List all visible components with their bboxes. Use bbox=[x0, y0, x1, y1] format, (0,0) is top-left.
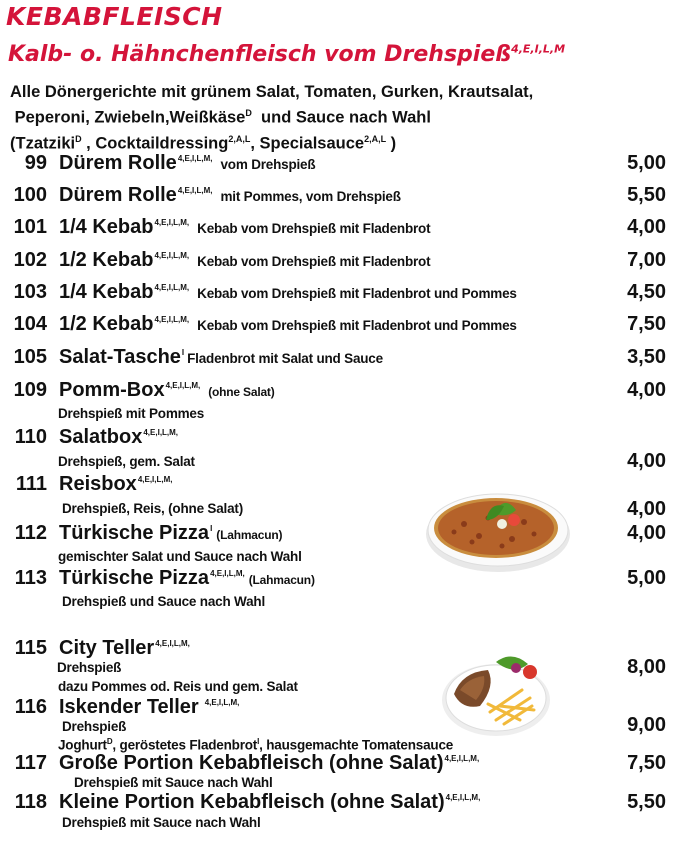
item-number: 100 bbox=[13, 184, 47, 206]
intro-text: Alle Dönergerichte mit grünem Salat, Tomaten, Gurken, Krautsalat, Peperoni, Zwiebeln,Weißkäse$^D$ und Sauce nach Wahl (Tzatziki$^D$ , Cocktaildressing$^{2,A,L}$, Specialsauce$^{2,A,L}$ ) bbox=[10, 83, 534, 152]
item-description: Drehspieß und Sauce nach Wahl bbox=[62, 594, 265, 609]
item-description: Drehspieß bbox=[62, 719, 127, 734]
item-price: 9,00 bbox=[627, 714, 666, 736]
item-price: 5,50 bbox=[627, 184, 666, 206]
item-number: 118 bbox=[14, 791, 47, 813]
item-number: 109 bbox=[13, 379, 47, 401]
item-number: 111 bbox=[15, 473, 47, 495]
item-number: 101 bbox=[13, 216, 47, 238]
item-price: 7,50 bbox=[627, 313, 666, 335]
item-description: gemischter Salat und Sauce nach Wahl bbox=[58, 549, 302, 564]
item-price: 7,00 bbox=[627, 249, 666, 271]
menu-item bbox=[0, 567, 674, 595]
item-description: Drehspieß, gem. Salat bbox=[58, 454, 195, 469]
item-name: Türkische Pizza$^I$ (Lahmacun) bbox=[59, 522, 283, 544]
item-name: Pomm-Box$^{4,E,I,L,M,}$ (ohne Salat) bbox=[59, 379, 275, 401]
item-name: 1/2 Kebab$^{4,E,I,L,M,}$ Kebab vom Drehspieß mit Fladenbrot und Pommes bbox=[59, 313, 517, 335]
item-number: 115 bbox=[14, 637, 47, 659]
item-number: 104 bbox=[13, 313, 47, 335]
item-price: 4,00 bbox=[627, 379, 666, 401]
item-name: Große Portion Kebabfleisch (ohne Salat)$^{4,E,I,L,M,}$ bbox=[59, 752, 480, 774]
lahmacun-photo bbox=[424, 484, 572, 576]
item-number: 113 bbox=[14, 567, 47, 589]
item-description: Drehspieß, Reis, (ohne Salat) bbox=[62, 501, 243, 516]
item-price: 5,00 bbox=[627, 567, 666, 589]
item-name: 1/4 Kebab$^{4,E,I,L,M,}$ Kebab vom Drehspieß mit Fladenbrot bbox=[59, 216, 431, 238]
menu-item bbox=[0, 426, 674, 454]
menu-item bbox=[0, 313, 674, 341]
menu-item bbox=[0, 473, 674, 501]
item-price: 5,50 bbox=[627, 791, 666, 813]
section-subtitle: Kalb- o. Hähnchenfleisch vom Drehspieß$^{4,E,I,L,M}$ bbox=[8, 42, 566, 67]
item-name: Reisbox$^{4,E,I,L,M,}$ bbox=[59, 473, 173, 495]
item-name: Salat-Tasche$^I$ Fladenbrot mit Salat und Sauce bbox=[59, 346, 383, 368]
item-number: 103 bbox=[13, 281, 47, 303]
menu-item bbox=[0, 249, 674, 277]
item-description: Drehspieß mit Sauce nach Wahl bbox=[62, 815, 261, 830]
item-price: 4,00 bbox=[627, 498, 666, 520]
item-name: City Teller$^{4,E,I,L,M,}$ bbox=[59, 637, 190, 659]
item-price: 5,00 bbox=[627, 152, 666, 174]
menu-item bbox=[0, 379, 674, 407]
item-description: Drehspieß bbox=[57, 660, 122, 675]
menu-item bbox=[0, 346, 674, 374]
item-price: 8,00 bbox=[627, 656, 666, 678]
menu-item bbox=[0, 281, 674, 309]
item-name: Türkische Pizza$^{4,E,I,L,M,}$ (Lahmacun) bbox=[59, 567, 315, 589]
item-name: Dürem Rolle$^{4,E,I,L,M,}$ mit Pommes, vom Drehspieß bbox=[59, 184, 401, 206]
item-price: 3,50 bbox=[627, 346, 666, 368]
item-description: dazu Pommes od. Reis und gem. Salat bbox=[58, 679, 298, 694]
menu-item bbox=[0, 152, 674, 180]
item-price: 4,00 bbox=[627, 216, 666, 238]
item-number: 110 bbox=[14, 426, 47, 448]
menu-item bbox=[0, 184, 674, 212]
item-number: 99 bbox=[24, 152, 47, 174]
item-number: 105 bbox=[13, 346, 47, 368]
menu-item bbox=[0, 216, 674, 244]
menu-item bbox=[0, 522, 674, 550]
item-name: Kleine Portion Kebabfleisch (ohne Salat)$^{4,E,I,L,M,}$ bbox=[59, 791, 481, 813]
item-price: 4,00 bbox=[627, 450, 666, 472]
item-name: 1/2 Kebab$^{4,E,I,L,M,}$ Kebab vom Drehspieß mit Fladenbrot bbox=[59, 249, 431, 271]
item-name: Dürem Rolle$^{4,E,I,L,M,}$ vom Drehspieß bbox=[59, 152, 316, 174]
item-number: 102 bbox=[13, 249, 47, 271]
item-description: Joghurt$^D$, geröstetes Fladenbrot$^I$, hausgemachte Tomatensauce bbox=[58, 737, 454, 753]
item-price: 4,00 bbox=[627, 522, 666, 544]
item-description: Drehspieß mit Sauce nach Wahl bbox=[74, 775, 273, 790]
item-name: Iskender Teller $^{4,E,I,L,M,}$ bbox=[59, 696, 240, 718]
item-price: 4,50 bbox=[627, 281, 666, 303]
item-name: 1/4 Kebab$^{4,E,I,L,M,}$ Kebab vom Drehspieß mit Fladenbrot und Pommes bbox=[59, 281, 517, 303]
iskender-plate-photo bbox=[440, 650, 552, 740]
item-price: 7,50 bbox=[627, 752, 666, 774]
item-name: Salatbox$^{4,E,I,L,M,}$ bbox=[59, 426, 179, 448]
item-number: 117 bbox=[14, 752, 47, 774]
item-number: 116 bbox=[14, 696, 47, 718]
section-title: KEBABFLEISCH bbox=[6, 2, 223, 31]
item-description: Drehspieß mit Pommes bbox=[58, 406, 205, 421]
item-number: 112 bbox=[14, 522, 47, 544]
